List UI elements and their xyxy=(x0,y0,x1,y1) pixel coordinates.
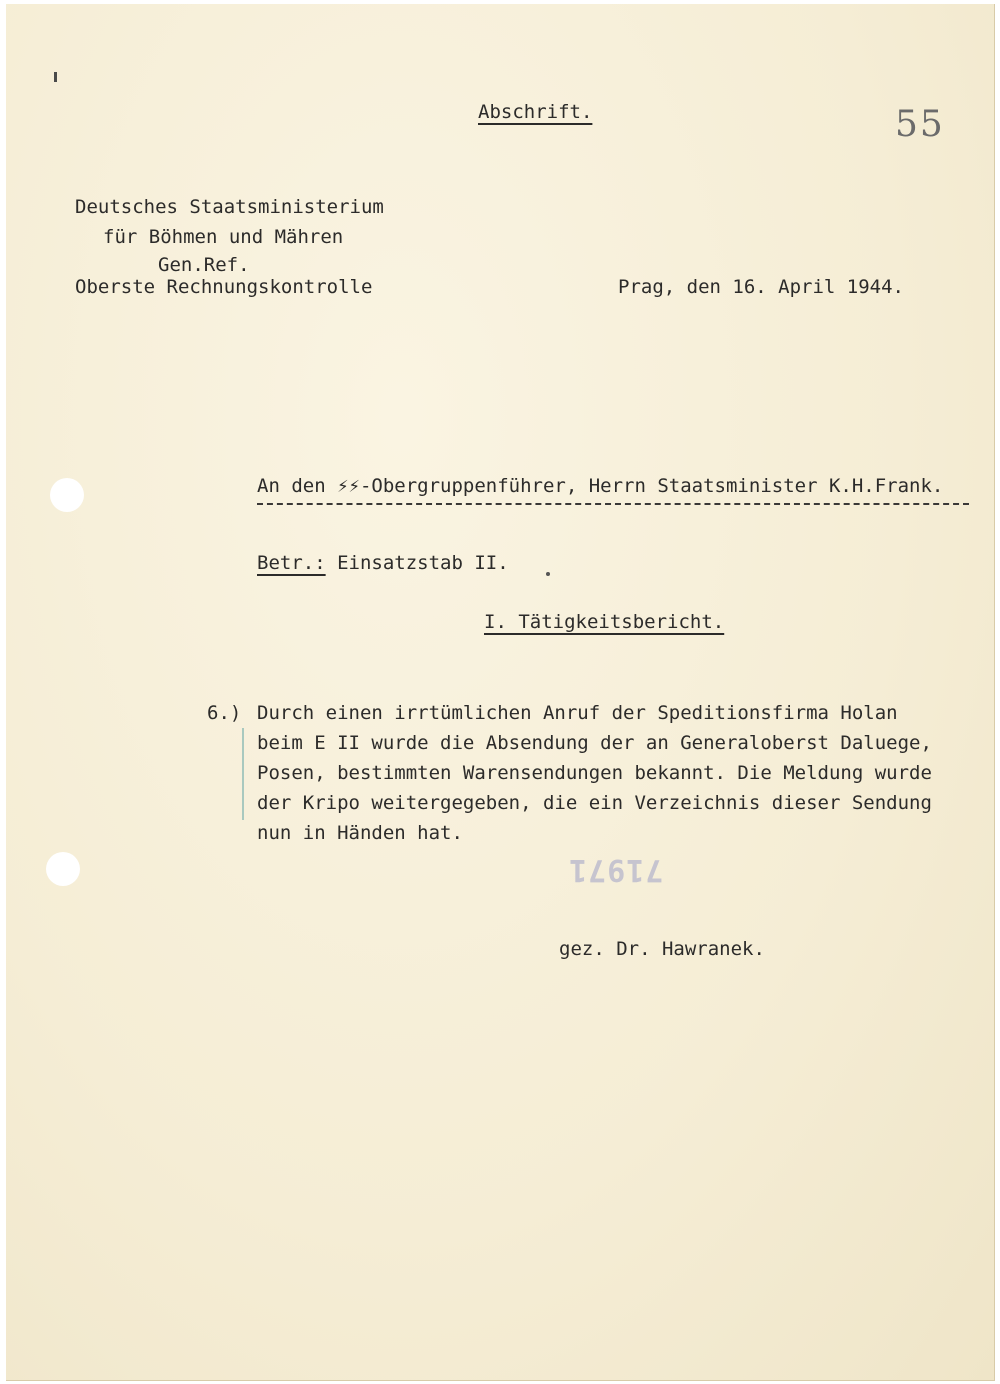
recipient-underline xyxy=(257,503,969,505)
ink-dot xyxy=(546,572,550,576)
sender-line-2: für Böhmen und Mähren xyxy=(103,226,344,248)
item-line-3: Posen, bestimmten Warensendungen bekannt. Die Meldung wurde xyxy=(257,762,932,784)
signature: gez. Dr. Hawranek. xyxy=(559,938,765,960)
punch-hole-bottom xyxy=(46,852,80,886)
item-line-1: Durch einen irrtümlichen Anruf der Speditionsfirma Holan xyxy=(257,702,898,724)
item-line-5: nun in Händen hat. xyxy=(257,822,463,844)
folio-number: 55 xyxy=(895,104,945,145)
recipient-line: An den ⚡⚡-Obergruppenführer, Herrn Staatsminister K.H.Frank. xyxy=(257,475,944,497)
item-number: 6.) xyxy=(207,702,242,724)
report-title: I. Tätigkeitsbericht. xyxy=(484,611,725,633)
punch-hole-top xyxy=(50,478,84,512)
dateline: Prag, den 16. April 1944. xyxy=(618,276,904,298)
subject-label: Betr.: xyxy=(257,552,326,574)
sender-correction: Gen.Ref. xyxy=(158,254,250,276)
margin-tick xyxy=(54,72,57,82)
item-line-4: der Kripo weitergegeben, die ein Verzeichnis dieser Sendung xyxy=(257,792,932,814)
sender-line-3: Oberste Rechnungskontrolle xyxy=(75,276,373,298)
sender-line-1: Deutsches Staatsministerium xyxy=(75,196,384,218)
archive-stamp: 71971 xyxy=(568,852,664,887)
document-title: Abschrift. xyxy=(478,101,593,123)
subject-line xyxy=(257,554,509,573)
item-line-2: beim E II wurde die Absendung der an Generaloberst Daluege, xyxy=(257,732,932,754)
margin-mark xyxy=(242,728,244,820)
subject-value: Einsatzstab II. xyxy=(337,552,509,574)
